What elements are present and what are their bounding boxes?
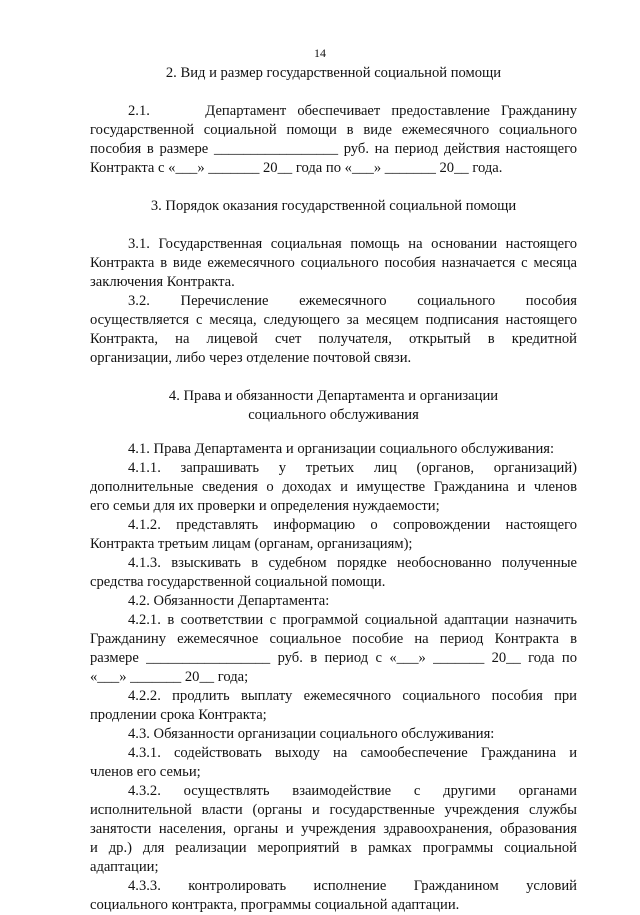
- text-line: 4.2.1. в соответствии с программой социальной адаптации назначить: [128, 612, 577, 628]
- text-line: осуществляется с месяца, следующего за месяцем подписания настоящего: [90, 312, 577, 328]
- text-line: 4.3.1. содействовать выходу на самообеспечение Гражданина и: [128, 745, 577, 761]
- section-4-title-cont: социального обслуживания: [248, 407, 419, 423]
- paragraph-4-2: 4.2. Обязанности Департамента:: [128, 593, 330, 609]
- paragraph-2-1: [90, 102, 577, 178]
- text-line: государственной социальной помощи в виде ежемесячного социального: [90, 122, 577, 138]
- text-line: 4.3.3. контролировать исполнение Гражданином условий: [128, 878, 577, 894]
- paragraph-3-2: [90, 292, 577, 368]
- text-line: Контракта с «___» _______ 20__ года по «___» _______ 20__ года.: [90, 160, 503, 176]
- text-line: средства государственной социальной помощи.: [90, 574, 386, 590]
- text-line: членов его семьи;: [90, 764, 201, 780]
- text-line: Контракта третьим лицам (органам, организациям);: [90, 536, 413, 552]
- text-line: Гражданину ежемесячное социальное пособие на период Контракта в: [90, 631, 577, 647]
- paragraph-4-1-2: [90, 516, 577, 554]
- text-line: 4.1.2. представлять информацию о сопровождении настоящего: [128, 517, 577, 533]
- text-line: 4.3.2. осуществлять взаимодействие с другими органами: [128, 783, 577, 799]
- paragraph-4-3: 4.3. Обязанности организации социального обслуживания:: [128, 726, 495, 742]
- text-line: занятости населения, органы и учреждения здравоохранения, образования: [90, 821, 577, 837]
- text-line: 4.2.2. продлить выплату ежемесячного социального пособия при: [128, 688, 577, 704]
- text-line: организации, либо через отделение почтовой связи.: [90, 350, 412, 366]
- paragraph-4-3-1: [90, 744, 577, 782]
- text-line: 4.1.1. запрашивать у третьих лиц (органов, организаций): [128, 460, 577, 476]
- text-line: Контракта, на лицевой счет получателя, открытый в кредитной: [90, 331, 577, 347]
- page-number: 14: [314, 46, 326, 60]
- text-line: 4.1.3. взыскивать в судебном порядке необоснованно полученные: [128, 555, 577, 571]
- text-line: его семьи для их проверки и определения нуждаемости;: [90, 498, 440, 514]
- text-line: «___» _______ 20__ года;: [90, 669, 249, 685]
- text-line: 3.1. Государственная социальная помощь на основании настоящего: [128, 236, 577, 252]
- paragraph-4-3-2: [90, 782, 577, 877]
- section-4-title: 4. Права и обязанности Департамента и организации: [168, 388, 499, 404]
- text-line: исполнительной власти (органы и государственные учреждения службы: [90, 802, 577, 818]
- text-line: 2.1. Департамент обеспечивает предоставление Гражданину: [128, 103, 577, 119]
- text-line: продлении срока Контракта;: [90, 707, 267, 723]
- text-line: Контракта в виде ежемесячного социального пособия назначается с месяца: [90, 255, 577, 271]
- text-line: адаптации;: [90, 859, 159, 875]
- text-line: социального контракта, программы социальной адаптации.: [90, 897, 460, 913]
- paragraph-4-1: 4.1. Права Департамента и организации социального обслуживания:: [128, 441, 555, 457]
- document-body: [90, 64, 577, 915]
- text-line: дополнительные сведения о доходах и имуществе Гражданина и членов: [90, 479, 577, 495]
- paragraph-4-1-3: [90, 554, 577, 592]
- paragraph-4-3-3: [90, 877, 577, 915]
- section-2-title: 2. Вид и размер государственной социальной помощи: [165, 65, 502, 81]
- section-3-title: 3. Порядок оказания государственной социальной помощи: [150, 198, 517, 214]
- text-line: заключения Контракта.: [90, 274, 235, 290]
- paragraph-3-1: [90, 235, 577, 292]
- text-line: и др.) для реализации мероприятий в рамках программы социальной: [90, 840, 577, 856]
- paragraph-4-1-1: [90, 459, 577, 516]
- text-line: пособия в размере _________________ руб. на период действия настоящего: [90, 141, 577, 157]
- paragraph-4-2-1: [90, 611, 577, 687]
- text-line: 3.2. Перечисление ежемесячного социального пособия: [128, 293, 577, 309]
- text-line: размере _________________ руб. в период с «___» _______ 20__ года по: [90, 650, 577, 666]
- paragraph-4-2-2: [90, 687, 577, 725]
